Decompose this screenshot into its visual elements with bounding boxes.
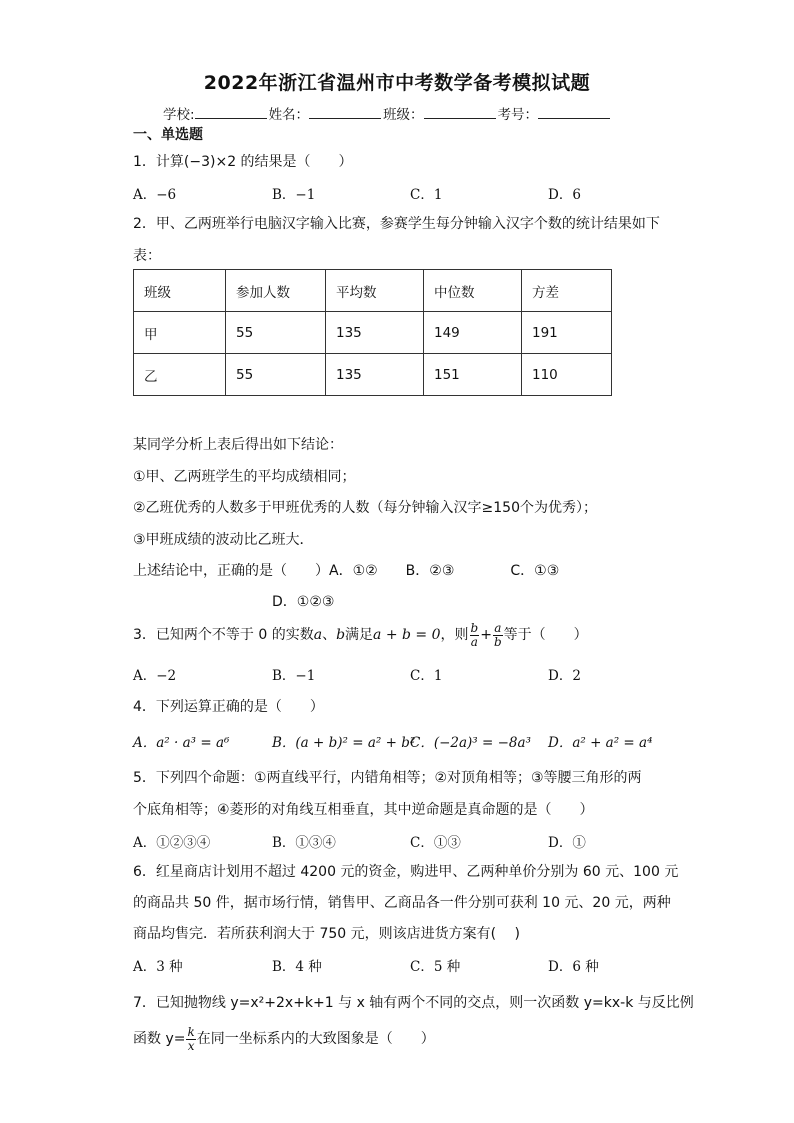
fraction-denominator: b [493, 634, 502, 649]
q7-stem-line1: 7．已知抛物线 y=x²+2x+k+1 与 x 轴有两个不同的交点，则一次函数 y=kx-k 与反比例 [133, 995, 694, 1011]
q3-option-c[interactable]: C．1 [410, 668, 443, 684]
q5-stem-line2: 个底角相等；④菱形的对角线互相垂直，其中逆命题是真命题的是（ ） [133, 802, 594, 818]
header-cell: 班级 [134, 270, 226, 312]
table-cell: 乙 [134, 354, 226, 396]
q3-plus: + [480, 627, 492, 643]
q7-pre: 函数 y= [133, 1031, 186, 1047]
student-info-line [163, 103, 612, 123]
q2-conclusion-1: ①甲、乙两班学生的平均成绩相同； [133, 469, 356, 485]
fraction-numerator: b [470, 620, 479, 635]
q3-mid: 满足 [345, 627, 374, 643]
class-label: 班级： [383, 107, 424, 123]
q1-option-a[interactable]: A．−6 [133, 187, 177, 203]
section-heading: 一、单选题 [133, 127, 203, 143]
fraction-denominator: a [470, 634, 478, 649]
q4-stem: 4．下列运算正确的是（ ） [133, 699, 324, 715]
table-header-row [134, 270, 612, 312]
q6-option-a[interactable]: A．3 种 [133, 959, 183, 975]
q7-post: 在同一坐标系内的大致图象是（ ） [196, 1031, 435, 1047]
q4-option-b[interactable]: B．(a + b)² = a² + b² [272, 735, 416, 751]
q1-option-d[interactable]: D．6 [548, 187, 581, 203]
q7-stem-line2 [133, 1023, 435, 1055]
q3-sep: 、 [322, 627, 337, 643]
header-cell: 中位数 [424, 270, 522, 312]
name-blank[interactable] [309, 106, 381, 119]
header-cell: 参加人数 [226, 270, 326, 312]
q6-stem-line2: 的商品共 50 件，据市场行情，销售甲、乙商品各一件分别可获利 10 元、20 元，两种 [133, 895, 671, 911]
q7-fraction-k-over-x [186, 1026, 195, 1053]
q6-option-b[interactable]: B．4 种 [272, 959, 322, 975]
q3-equation: a + b = 0 [373, 627, 441, 643]
q5-stem-line1: 5．下列四个命题：①两直线平行，内错角相等；②对顶角相等；③等腰三角形的两 [133, 770, 642, 786]
table-row [134, 312, 612, 354]
table-cell: 135 [326, 354, 424, 396]
q4-option-a[interactable]: A．a² · a³ = a⁶ [133, 735, 230, 751]
exam-title: 2022年浙江省温州市中考数学备考模拟试题 [203, 72, 591, 94]
q6-option-c[interactable]: C．5 种 [410, 959, 461, 975]
fraction-numerator: k [187, 1024, 195, 1039]
q3-fraction-a-over-b [493, 622, 503, 649]
table-cell: 149 [424, 312, 522, 354]
q3-stem [133, 620, 588, 650]
q6-stem-line3: 商品均售完．若所获利润大于 750 元，则该店进货方案有( ) [133, 926, 520, 942]
school-blank[interactable] [195, 106, 267, 119]
q4-option-c[interactable]: C．(−2a)³ = −8a³ [410, 735, 531, 751]
q3-var-b: b [336, 627, 346, 643]
q5-option-a[interactable]: A．①②③④ [133, 835, 211, 851]
q5-option-b[interactable]: B．①③④ [272, 835, 336, 851]
q2-intro: 某同学分析上表后得出如下结论： [133, 437, 343, 453]
q5-option-d[interactable]: D．① [548, 835, 586, 851]
q3-var-a: a [313, 627, 323, 643]
q4-option-d[interactable]: D．a² + a² = a⁴ [548, 735, 653, 751]
q3-option-a[interactable]: A．−2 [133, 668, 177, 684]
fraction-numerator: a [494, 620, 502, 635]
q2-option-d[interactable]: D．①②③ [272, 594, 335, 610]
q2-conclusion-3: ③甲班成绩的波动比乙班大． [133, 532, 314, 548]
table-cell: 151 [424, 354, 522, 396]
q3-option-d[interactable]: D．2 [548, 668, 581, 684]
q6-option-d[interactable]: D．6 种 [548, 959, 599, 975]
fraction-denominator: x [187, 1038, 195, 1053]
table-cell: 甲 [134, 312, 226, 354]
header-cell: 平均数 [326, 270, 424, 312]
q2-stem-line2: 表： [133, 248, 161, 264]
table-cell: 110 [522, 354, 612, 396]
table-cell: 55 [226, 312, 326, 354]
table-cell: 135 [326, 312, 424, 354]
q3-post: 等于（ ） [503, 627, 588, 643]
q5-option-c[interactable]: C．①③ [410, 835, 461, 851]
table-row [134, 354, 612, 396]
q3-pre: 3．已知两个不等于 0 的实数 [133, 627, 314, 643]
school-label: 学校: [163, 107, 195, 123]
table-cell: 191 [522, 312, 612, 354]
q3-then: ，则 [440, 627, 469, 643]
q6-stem-line1: 6．红星商店计划用不超过 4200 元的资金，购进甲、乙两种单价分别为 60 元、100 元 [133, 864, 679, 880]
name-label: 姓名： [268, 107, 310, 123]
header-cell: 方差 [522, 270, 612, 312]
number-label: 考号： [497, 107, 539, 123]
q3-option-b[interactable]: B．−1 [272, 668, 316, 684]
class-blank[interactable] [424, 106, 496, 119]
number-blank[interactable] [538, 106, 610, 119]
q2-stem-line1: 2．甲、乙两班举行电脑汉字输入比赛，参赛学生每分钟输入汉字个数的统计结果如下 [133, 216, 660, 232]
q1-option-b[interactable]: B．−1 [272, 187, 316, 203]
q1-stem: 1．计算(−3)×2 的结果是（ ） [133, 154, 353, 170]
table-cell: 55 [226, 354, 326, 396]
q2-question-with-options[interactable]: 上述结论中，正确的是（ ）A．①② B．②③ C．①③ [133, 563, 560, 579]
score-stats-table [133, 269, 612, 396]
q2-conclusion-2: ②乙班优秀的人数多于甲班优秀的人数（每分钟输入汉字≥150个为优秀）； [133, 500, 598, 516]
q3-fraction-b-over-a [470, 622, 480, 649]
q1-option-c[interactable]: C．1 [410, 187, 443, 203]
